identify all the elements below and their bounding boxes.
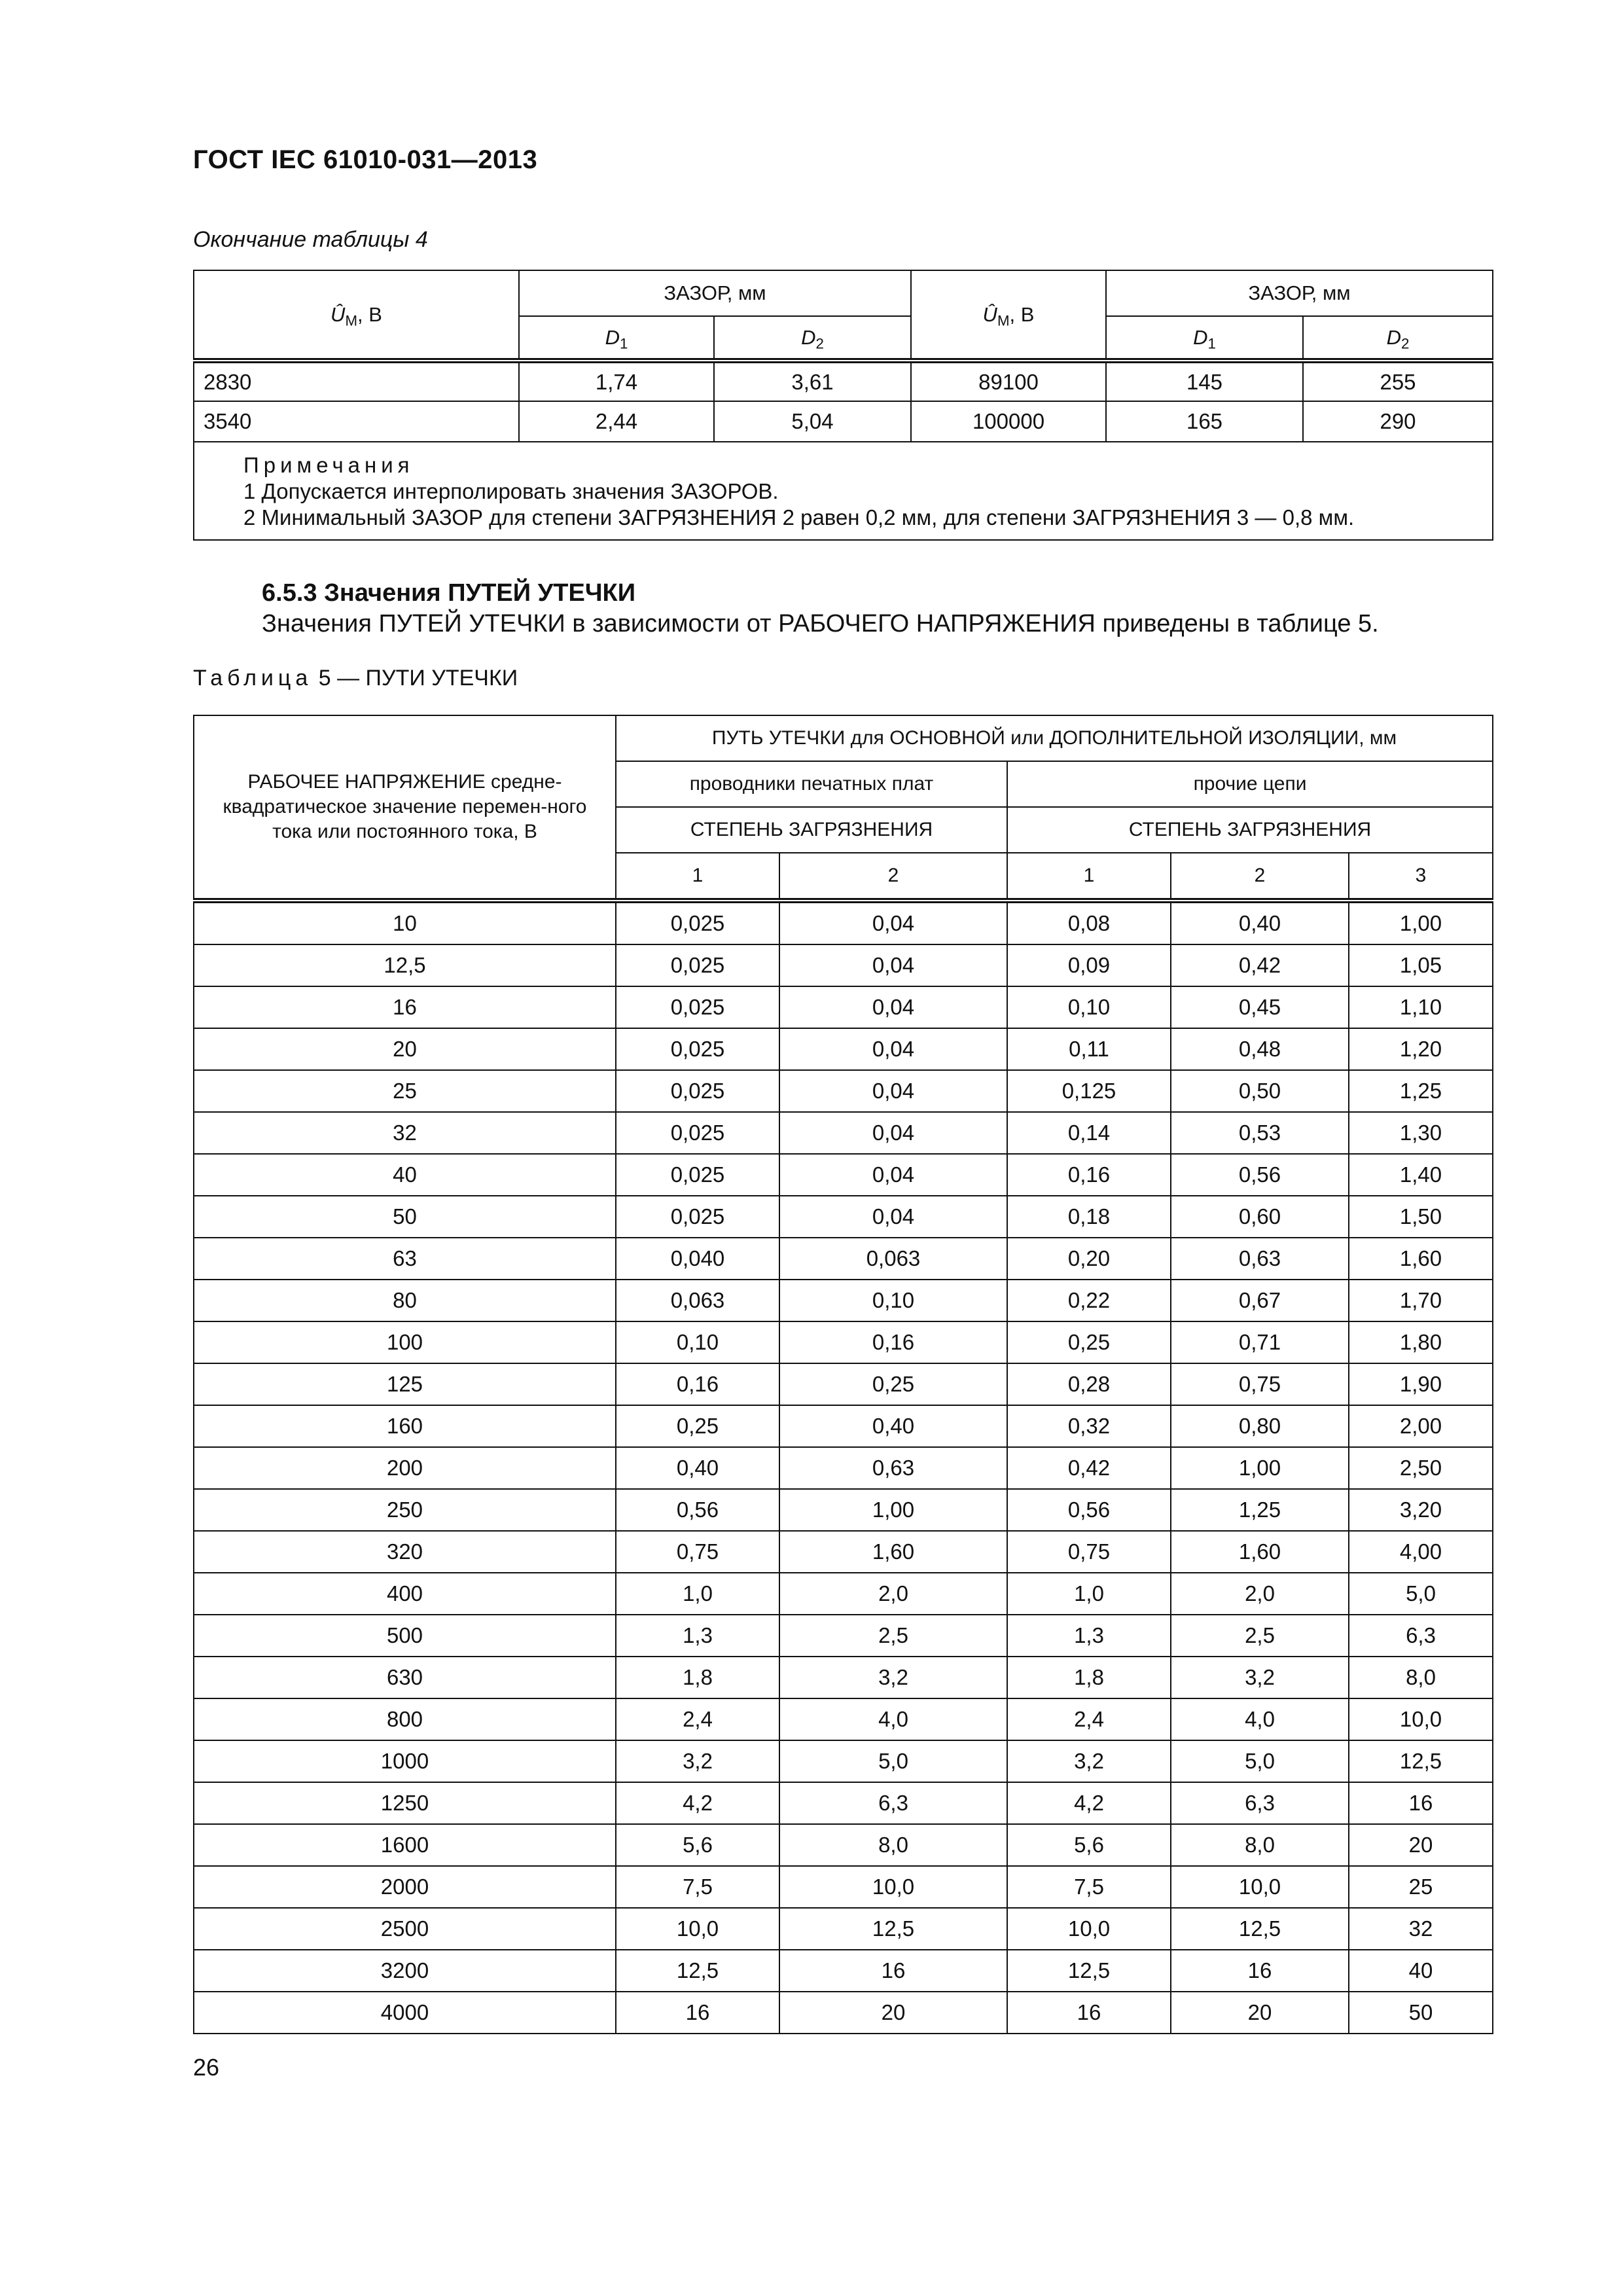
value-cell: 3,2 [1171,1657,1349,1698]
table-4-continuation [193,270,1493,541]
value-cell: 1,60 [1349,1238,1493,1280]
table-row [194,1405,1493,1447]
voltage-cell: 50 [194,1196,616,1238]
value-cell: 0,025 [616,986,779,1028]
value-cell: 1,0 [1007,1573,1171,1615]
value-cell: 16 [1171,1950,1349,1992]
value-cell: 0,40 [616,1447,779,1489]
table-row [194,1698,1493,1740]
value-cell: 0,20 [1007,1238,1171,1280]
value-cell: 3,2 [1007,1740,1171,1782]
value-cell: 2,50 [1349,1447,1493,1489]
section-heading: 6.5.3 Значения ПУТЕЙ УТЕЧКИ [262,579,636,607]
value-cell: 5,6 [1007,1824,1171,1866]
cell: 290 [1303,401,1493,442]
value-cell: 0,16 [616,1363,779,1405]
document-header: ГОСТ IEC 61010-031—2013 [193,145,538,174]
header-peak-voltage: $Û_M$, В [194,270,519,361]
voltage-cell: 320 [194,1531,616,1573]
voltage-cell: 1000 [194,1740,616,1782]
voltage-cell: 100 [194,1321,616,1363]
table-row [194,361,1493,401]
voltage-cell: 2500 [194,1908,616,1950]
value-cell: 20 [779,1992,1007,2034]
table-row [194,1489,1493,1531]
value-cell: 10,0 [1007,1908,1171,1950]
value-cell: 0,04 [779,1028,1007,1070]
value-cell: 16 [1007,1992,1171,2034]
value-cell: 5,0 [1349,1573,1493,1615]
table-row [194,1363,1493,1405]
value-cell: 0,025 [616,1196,779,1238]
value-cell: 0,025 [616,1112,779,1154]
header-degree: 3 [1349,853,1493,901]
value-cell: 1,3 [1007,1615,1171,1657]
value-cell: 7,5 [1007,1866,1171,1908]
value-cell: 5,0 [1171,1740,1349,1782]
voltage-cell: 16 [194,986,616,1028]
table5-caption: Таблица 5 — ПУТИ УТЕЧКИ [193,666,518,691]
value-cell: 1,10 [1349,986,1493,1028]
voltage-cell: 12,5 [194,944,616,986]
table-row [194,1112,1493,1154]
value-cell: 3,2 [779,1657,1007,1698]
value-cell: 0,75 [616,1531,779,1573]
value-cell: 1,3 [616,1615,779,1657]
voltage-cell: 32 [194,1112,616,1154]
value-cell: 1,80 [1349,1321,1493,1363]
table-5-creepage [193,715,1493,2034]
table-row [194,1028,1493,1070]
table-row [194,1070,1493,1112]
voltage-cell: 40 [194,1154,616,1196]
table-row [194,1824,1493,1866]
value-cell: 1,25 [1349,1070,1493,1112]
value-cell: 20 [1349,1824,1493,1866]
table-row [194,1196,1493,1238]
table4-notes [194,442,1493,540]
table4-caption: Окончание таблицы 4 [193,227,428,252]
value-cell: 0,56 [1171,1154,1349,1196]
cell: 89100 [911,361,1106,401]
cell: 5,04 [714,401,911,442]
value-cell: 16 [779,1950,1007,1992]
value-cell: 1,30 [1349,1112,1493,1154]
value-cell: 0,40 [779,1405,1007,1447]
value-cell: 12,5 [1349,1740,1493,1782]
value-cell: 0,025 [616,1028,779,1070]
value-cell: 0,50 [1171,1070,1349,1112]
value-cell: 0,18 [1007,1196,1171,1238]
note-2: 2 Минимальный ЗАЗОР для степени ЗАГРЯЗНЕНИЯ 2 равен 0,2 мм, для степени ЗАГРЯЗНЕНИЯ 3 — 0,8 мм. [243,505,1355,530]
value-cell: 4,0 [1171,1698,1349,1740]
value-cell: 8,0 [1349,1657,1493,1698]
value-cell: 0,125 [1007,1070,1171,1112]
cell: 145 [1106,361,1303,401]
table-row [194,1908,1493,1950]
value-cell: 0,025 [616,1070,779,1112]
value-cell: 0,67 [1171,1280,1349,1321]
value-cell: 0,04 [779,1196,1007,1238]
value-cell: 0,063 [779,1238,1007,1280]
value-cell: 20 [1171,1992,1349,2034]
header-pcb: проводники печатных плат [616,761,1007,807]
table-row [194,1280,1493,1321]
table-row [194,1321,1493,1363]
value-cell: 0,04 [779,986,1007,1028]
table-row [194,1740,1493,1782]
header-d1-2: $D_1$ [1106,316,1303,361]
cell: 1,74 [519,361,714,401]
table-row [194,986,1493,1028]
value-cell: 1,40 [1349,1154,1493,1196]
value-cell: 1,0 [616,1573,779,1615]
value-cell: 1,70 [1349,1280,1493,1321]
notes-title: Примечания [243,452,414,477]
value-cell: 0,04 [779,901,1007,944]
voltage-cell: 80 [194,1280,616,1321]
value-cell: 0,42 [1007,1447,1171,1489]
table-row [194,401,1493,442]
voltage-cell: 1600 [194,1824,616,1866]
value-cell: 1,60 [779,1531,1007,1573]
value-cell: 0,16 [1007,1154,1171,1196]
value-cell: 50 [1349,1992,1493,2034]
header-pollution-pcb: СТЕПЕНЬ ЗАГРЯЗНЕНИЯ [616,807,1007,853]
value-cell: 6,3 [779,1782,1007,1824]
value-cell: 0,75 [1171,1363,1349,1405]
value-cell: 0,08 [1007,901,1171,944]
voltage-cell: 800 [194,1698,616,1740]
cell: 255 [1303,361,1493,401]
section-text: Значения ПУТЕЙ УТЕЧКИ в зависимости от РАБОЧЕГО НАПРЯЖЕНИЯ приведены в таблице 5. [262,610,1379,637]
value-cell: 0,063 [616,1280,779,1321]
value-cell: 0,75 [1007,1531,1171,1573]
value-cell: 0,25 [1007,1321,1171,1363]
value-cell: 1,25 [1171,1489,1349,1531]
value-cell: 0,16 [779,1321,1007,1363]
value-cell: 1,05 [1349,944,1493,986]
header-peak-voltage-2: $Û_M$, В [911,270,1106,361]
value-cell: 2,0 [779,1573,1007,1615]
value-cell: 1,50 [1349,1196,1493,1238]
header-degree: 2 [779,853,1007,901]
value-cell: 0,04 [779,1112,1007,1154]
voltage-cell: 1250 [194,1782,616,1824]
table-row [194,1950,1493,1992]
value-cell: 0,48 [1171,1028,1349,1070]
header-degree: 2 [1171,853,1349,901]
cell: 165 [1106,401,1303,442]
cell: 3540 [194,401,519,442]
table-row [194,1238,1493,1280]
value-cell: 1,00 [779,1489,1007,1531]
header-clearance-group-2: ЗАЗОР, мм [1106,270,1493,316]
value-cell: 4,0 [779,1698,1007,1740]
header-d2: $D_2$ [714,316,911,361]
cell: 3,61 [714,361,911,401]
value-cell: 5,6 [616,1824,779,1866]
cell: 2830 [194,361,519,401]
value-cell: 12,5 [616,1950,779,1992]
value-cell: 0,025 [616,944,779,986]
table5-body [194,901,1493,2034]
header-degree: 1 [1007,853,1171,901]
header-clearance-group: ЗАЗОР, мм [519,270,911,316]
table-row [194,944,1493,986]
value-cell: 0,56 [1007,1489,1171,1531]
header-other: прочие цепи [1007,761,1493,807]
voltage-cell: 25 [194,1070,616,1112]
value-cell: 32 [1349,1908,1493,1950]
table-row [194,1447,1493,1489]
value-cell: 4,2 [1007,1782,1171,1824]
value-cell: 10,0 [779,1866,1007,1908]
value-cell: 8,0 [1171,1824,1349,1866]
value-cell: 2,0 [1171,1573,1349,1615]
value-cell: 2,00 [1349,1405,1493,1447]
value-cell: 1,00 [1349,901,1493,944]
value-cell: 0,11 [1007,1028,1171,1070]
value-cell: 2,4 [1007,1698,1171,1740]
value-cell: 0,25 [779,1363,1007,1405]
value-cell: 6,3 [1171,1782,1349,1824]
voltage-cell: 10 [194,901,616,944]
value-cell: 0,04 [779,1070,1007,1112]
value-cell: 0,025 [616,901,779,944]
page-number: 26 [193,2054,220,2081]
value-cell: 0,53 [1171,1112,1349,1154]
value-cell: 0,040 [616,1238,779,1280]
value-cell: 16 [616,1992,779,2034]
voltage-cell: 250 [194,1489,616,1531]
table-row [194,1866,1493,1908]
value-cell: 1,8 [616,1657,779,1698]
table-row [194,901,1493,944]
value-cell: 0,40 [1171,901,1349,944]
value-cell: 0,71 [1171,1321,1349,1363]
header-working-voltage: РАБОЧЕЕ НАПРЯЖЕНИЕ средне-квадратическое значение перемен-ного тока или постоянного тока, В [194,715,616,901]
value-cell: 7,5 [616,1866,779,1908]
value-cell: 10,0 [1171,1866,1349,1908]
voltage-cell: 4000 [194,1992,616,2034]
value-cell: 1,00 [1171,1447,1349,1489]
cell: 100000 [911,401,1106,442]
value-cell: 1,8 [1007,1657,1171,1698]
value-cell: 0,25 [616,1405,779,1447]
value-cell: 0,14 [1007,1112,1171,1154]
value-cell: 4,00 [1349,1531,1493,1573]
table-row [194,1782,1493,1824]
value-cell: 0,63 [1171,1238,1349,1280]
value-cell: 0,10 [616,1321,779,1363]
table-row [194,1531,1493,1573]
value-cell: 0,42 [1171,944,1349,986]
value-cell: 25 [1349,1866,1493,1908]
value-cell: 6,3 [1349,1615,1493,1657]
value-cell: 0,56 [616,1489,779,1531]
voltage-cell: 160 [194,1405,616,1447]
value-cell: 40 [1349,1950,1493,1992]
value-cell: 0,22 [1007,1280,1171,1321]
value-cell: 0,63 [779,1447,1007,1489]
voltage-cell: 500 [194,1615,616,1657]
value-cell: 0,28 [1007,1363,1171,1405]
value-cell: 1,60 [1171,1531,1349,1573]
table-row [194,1154,1493,1196]
value-cell: 3,20 [1349,1489,1493,1531]
value-cell: 0,04 [779,1154,1007,1196]
value-cell: 0,80 [1171,1405,1349,1447]
value-cell: 8,0 [779,1824,1007,1866]
header-d1: $D_1$ [519,316,714,361]
voltage-cell: 63 [194,1238,616,1280]
header-creepage: ПУТЬ УТЕЧКИ для ОСНОВНОЙ или ДОПОЛНИТЕЛЬНОЙ ИЗОЛЯЦИИ, мм [616,715,1493,761]
value-cell: 16 [1349,1782,1493,1824]
value-cell: 2,5 [1171,1615,1349,1657]
value-cell: 0,45 [1171,986,1349,1028]
cell: 2,44 [519,401,714,442]
value-cell: 0,60 [1171,1196,1349,1238]
table-row [194,1573,1493,1615]
note-1: 1 Допускается интерполировать значения ЗАЗОРОВ. [243,478,779,503]
voltage-cell: 125 [194,1363,616,1405]
table-row [194,1657,1493,1698]
voltage-cell: 3200 [194,1950,616,1992]
voltage-cell: 400 [194,1573,616,1615]
value-cell: 12,5 [1007,1950,1171,1992]
table-row [194,1615,1493,1657]
header-pollution-other: СТЕПЕНЬ ЗАГРЯЗНЕНИЯ [1007,807,1493,853]
value-cell: 0,025 [616,1154,779,1196]
value-cell: 0,10 [1007,986,1171,1028]
voltage-cell: 200 [194,1447,616,1489]
value-cell: 2,5 [779,1615,1007,1657]
value-cell: 10,0 [1349,1698,1493,1740]
value-cell: 0,32 [1007,1405,1171,1447]
table-row [194,1992,1493,2034]
value-cell: 0,10 [779,1280,1007,1321]
voltage-cell: 20 [194,1028,616,1070]
value-cell: 3,2 [616,1740,779,1782]
value-cell: 10,0 [616,1908,779,1950]
value-cell: 1,20 [1349,1028,1493,1070]
header-d2-2: $D_2$ [1303,316,1493,361]
header-degree: 1 [616,853,779,901]
value-cell: 12,5 [1171,1908,1349,1950]
value-cell: 4,2 [616,1782,779,1824]
value-cell: 0,09 [1007,944,1171,986]
value-cell: 12,5 [779,1908,1007,1950]
voltage-cell: 2000 [194,1866,616,1908]
value-cell: 5,0 [779,1740,1007,1782]
value-cell: 0,04 [779,944,1007,986]
value-cell: 1,90 [1349,1363,1493,1405]
voltage-cell: 630 [194,1657,616,1698]
value-cell: 2,4 [616,1698,779,1740]
